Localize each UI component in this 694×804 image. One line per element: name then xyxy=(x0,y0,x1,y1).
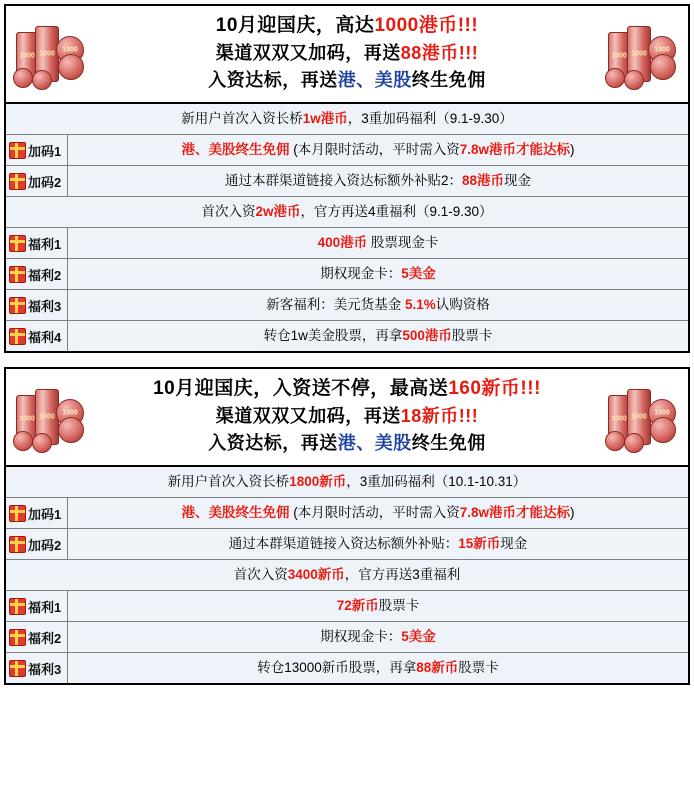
row-text: 转仓13000新币股票，再拿 88新币 股票卡 xyxy=(257,659,499,675)
row-tag xyxy=(6,166,68,196)
table-row xyxy=(6,104,688,135)
coin-stack-art-right xyxy=(600,10,686,96)
headline-group-hkd xyxy=(94,12,600,95)
row-tag xyxy=(6,653,68,683)
promo-header-sgd xyxy=(6,369,688,465)
gift-icon xyxy=(9,629,26,646)
table-row xyxy=(6,622,688,653)
gift-icon xyxy=(9,328,26,345)
coin-label: 1000 xyxy=(39,413,55,421)
block-separator xyxy=(0,353,694,363)
coin-label: 1000 xyxy=(654,409,670,417)
coin-stack-art-left xyxy=(8,10,94,96)
gift-icon xyxy=(9,536,26,553)
gift-icon xyxy=(9,598,26,615)
table-row xyxy=(6,197,688,228)
headline-line-1: 10月迎国庆，入资送不停，最高送160新币!!! xyxy=(153,377,541,399)
row-tag xyxy=(6,622,68,652)
coin-stack-art-right xyxy=(600,373,686,459)
table-row xyxy=(6,467,688,498)
row-text: 转仓1w美金股票，再拿 500港币 股票卡 xyxy=(263,327,493,343)
row-text: 港、美股终生免佣 (本月限时活动，平时需入资7.8w港币才能达标) xyxy=(181,141,575,157)
row-tag-label: 福利2 xyxy=(28,267,62,283)
headline-line-2: 渠道双双又加码，再送88港币!!! xyxy=(215,43,479,64)
promo-block-hkd xyxy=(4,4,690,353)
gift-icon xyxy=(9,173,26,190)
row-tag xyxy=(6,591,68,621)
row-tag-label: 加码1 xyxy=(28,143,62,159)
row-text: 新用户首次入资长桥 1w港币 ，3重加码福利（9.1-9.30） xyxy=(181,110,513,126)
row-text: 通过本群渠道链接入资达标额外补贴： 15新币 现金 xyxy=(228,535,528,551)
coin-label: 1000 xyxy=(611,52,627,60)
headline-line-3: 入资达标，再送港、美股终生免佣 xyxy=(208,433,486,454)
headline-line-3: 入资达标，再送港、美股终生免佣 xyxy=(208,70,486,91)
row-tag-label: 福利3 xyxy=(28,661,62,677)
row-text: 72新币 股票卡 xyxy=(336,597,420,613)
gift-icon xyxy=(9,505,26,522)
row-tag-label: 加码2 xyxy=(28,537,62,553)
row-text: 首次入资 3400新币 ，官方再送3重福利 xyxy=(233,566,461,582)
promo-block-sgd xyxy=(4,367,690,685)
headline-line-1: 10月迎国庆，高达1000港币!!! xyxy=(215,14,479,36)
row-text: 期权现金卡： 5美金 xyxy=(320,628,436,644)
coin-label: 1000 xyxy=(62,46,78,54)
table-row xyxy=(6,653,688,683)
row-tag-label: 福利4 xyxy=(28,329,62,345)
headline-group-sgd xyxy=(94,375,600,458)
row-tag-label: 福利2 xyxy=(28,630,62,646)
row-text: 港、美股终生免佣 (本月限时活动，平时需入资7.8w港币才能达标) xyxy=(181,504,575,520)
row-tag-label: 福利1 xyxy=(28,236,62,252)
row-tag xyxy=(6,529,68,559)
coin-label: 1000 xyxy=(611,415,627,423)
benefit-table-sgd xyxy=(6,465,688,683)
coin-label: 1000 xyxy=(19,415,35,423)
row-tag xyxy=(6,135,68,165)
table-row xyxy=(6,290,688,321)
row-tag xyxy=(6,321,68,351)
row-tag-label: 福利1 xyxy=(28,599,62,615)
table-row xyxy=(6,259,688,290)
table-row xyxy=(6,498,688,529)
row-text: 400港币 股票现金卡 xyxy=(317,234,439,250)
gift-icon xyxy=(9,297,26,314)
headline-line-2: 渠道双双又加码，再送18新币!!! xyxy=(215,406,479,427)
row-text: 新用户首次入资长桥 1800新币 ，3重加码福利（10.1-10.31） xyxy=(167,473,527,489)
row-text: 通过本群渠道链接入资达标额外补贴2： 88港币 现金 xyxy=(224,172,532,188)
gift-icon xyxy=(9,235,26,252)
table-row xyxy=(6,135,688,166)
coin-label: 1000 xyxy=(654,46,670,54)
table-row xyxy=(6,560,688,591)
coin-label: 1000 xyxy=(39,50,55,58)
table-row xyxy=(6,321,688,351)
row-text: 新客福利：美元货基金 5.1% 认购资格 xyxy=(266,296,490,312)
table-row xyxy=(6,166,688,197)
coin-stack-art-left xyxy=(8,373,94,459)
benefit-table-hkd xyxy=(6,102,688,351)
coin-label: 1000 xyxy=(631,50,647,58)
row-text: 期权现金卡： 5美金 xyxy=(320,265,436,281)
table-row xyxy=(6,228,688,259)
row-text: 首次入资 2w港币 ，官方再送4重福利（9.1-9.30） xyxy=(201,203,493,219)
gift-icon xyxy=(9,142,26,159)
gift-icon xyxy=(9,266,26,283)
row-tag xyxy=(6,259,68,289)
promo-header-hkd xyxy=(6,6,688,102)
row-tag-label: 加码1 xyxy=(28,506,62,522)
coin-label: 1000 xyxy=(62,409,78,417)
row-tag xyxy=(6,498,68,528)
table-row xyxy=(6,591,688,622)
row-tag-label: 加码2 xyxy=(28,174,62,190)
row-tag-label: 福利3 xyxy=(28,298,62,314)
coin-label: 1000 xyxy=(19,52,35,60)
gift-icon xyxy=(9,660,26,677)
row-tag xyxy=(6,228,68,258)
row-tag xyxy=(6,290,68,320)
table-row xyxy=(6,529,688,560)
coin-label: 1000 xyxy=(631,413,647,421)
